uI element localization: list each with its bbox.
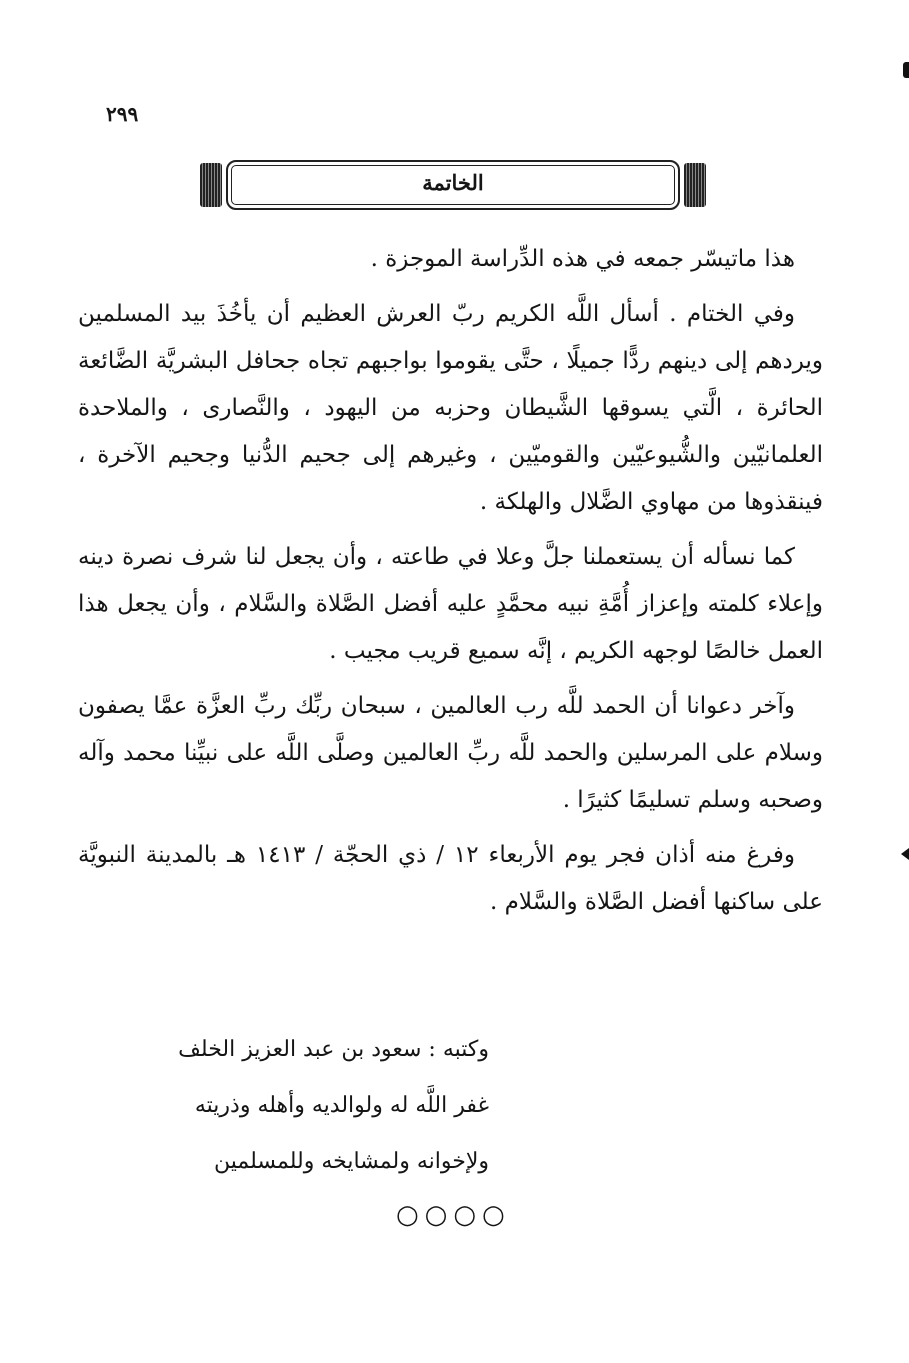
section-title: الخاتمة (422, 170, 484, 195)
paragraph: وفي الختام . أسأل اللَّه الكريم ربّ العرش العظيم أن يأخُذَ بيد المسلمين ويردهم إلى دينهم ردًّا جميلًا ، حتَّى يقوموا بواجبهم تجاه جحافل البشريَّة الضَّائعة الحائرة ، الَّتي يسوقها الشَّيطان وحزبه من اليهود ، والنَّصارى ، والملاحدة العلمانيّين والشُّيوعيّين والقوميّين ، وغيرهم إلى جحيم الدُّنيا وجحيم الآخرة ، فينقذوها من مهاوي الضَّلال والهلكة . (78, 301, 823, 515)
paragraph: كما نسأله أن يستعملنا جلَّ وعلا في طاعته ، وأن يجعل لنا شرف نصرة دينه وإعلاء كلمته وإعزاز أُمَّةِ نبيه محمَّدٍ عليه أفضل الصَّلاة والسَّلام ، وأن يجعل هذا العمل خالصًا لوجهه الكريم ، إنَّه سميع قريب مجيب . (78, 544, 823, 664)
signature-line: ولإخوانه ولمشايخه وللمسلمين (214, 1149, 489, 1174)
author-signature (178, 1022, 489, 1190)
paragraph: وآخر دعوانا أن الحمد للَّه رب العالمين ، سبحان ربِّك ربِّ العزَّة عمَّا يصفون وسلام على المرسلين والحمد للَّه ربِّ العالمين وصلَّى اللَّه على نبيِّنا محمد وآله وصحبه وسلم تسليمًا كثيرًا . (78, 693, 823, 813)
paragraph: وفرغ منه أذان فجر يوم الأربعاء ١٢ / ذي الحجّة / ١٤١٣ هـ بالمدينة النبويَّة على ساكنها أفضل الصَّلاة والسَّلام . (78, 842, 823, 915)
margin-mark (901, 848, 909, 860)
paragraph: هذا ماتيسّر جمعه في هذه الدِّراسة الموجزة . (370, 246, 795, 272)
body-text (78, 236, 823, 934)
end-ornament: ○○○○ (396, 1200, 511, 1230)
page-number: ٢٩٩ (106, 102, 139, 126)
signature-line: غفر اللَّه له ولوالديه وأهله وذريته (194, 1093, 489, 1118)
margin-mark (903, 62, 909, 78)
signature-line: وكتبه : سعود بن عبد العزيز الخلف (178, 1037, 489, 1062)
section-title-frame (200, 160, 706, 210)
